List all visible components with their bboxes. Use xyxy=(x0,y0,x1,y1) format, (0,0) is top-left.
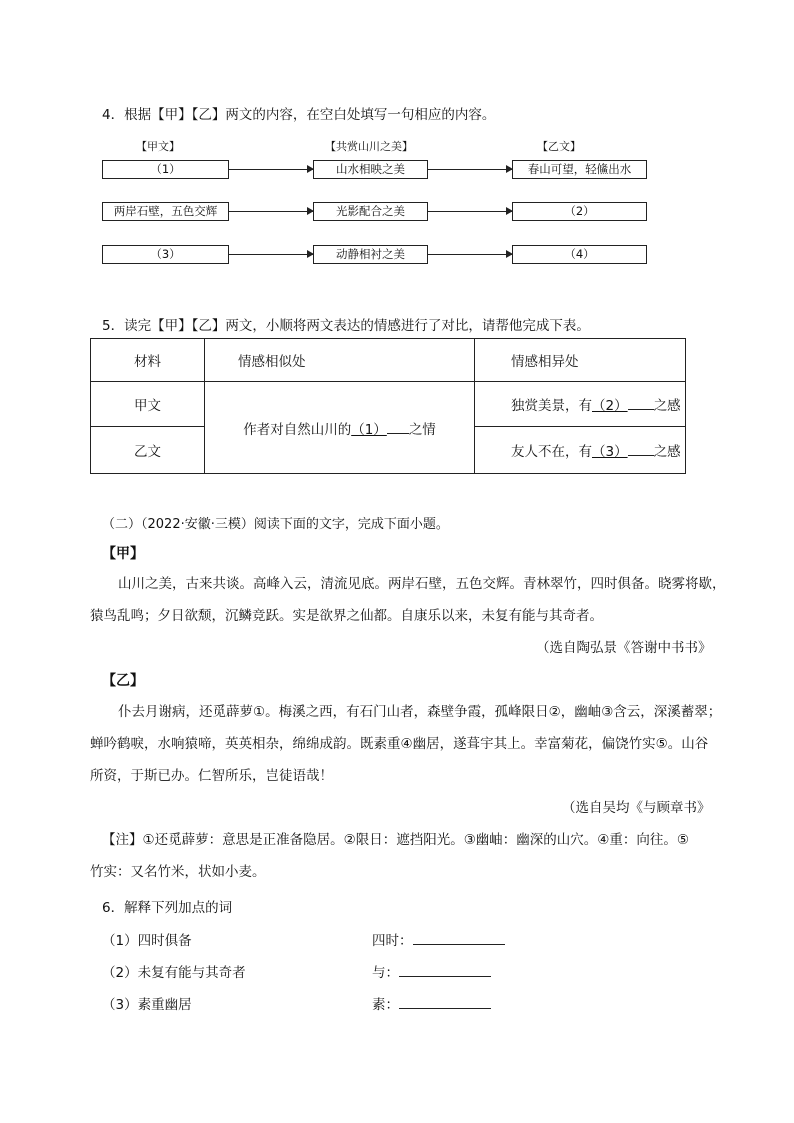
q4-row3-left-box[interactable]: （3） xyxy=(102,245,229,264)
yi-label: 【乙】 xyxy=(102,673,144,689)
similar-prefix: 作者对自然山川的 xyxy=(243,421,352,438)
q6-prompt: 6．解释下列加点的词 xyxy=(102,900,233,916)
yi-line-1: 仆去月谢病，还觅薜萝①。梅溪之西，有石门山者，森壁争霞，孤峰限日②，幽岫③含云，深溪蓄翠； xyxy=(118,704,722,720)
header-yi: 【乙文】 xyxy=(537,140,581,153)
arrow-icon xyxy=(428,254,512,255)
similar-suffix: 之情 xyxy=(408,421,436,438)
diff1-suffix: 之感 xyxy=(653,398,681,414)
arrow-icon xyxy=(428,169,512,170)
header-shared-beauty: 【共赏山川之美】 xyxy=(325,140,413,153)
jia-line-1: 山川之美，古来共谈。高峰入云，清流见底。两岸石壁，五色交辉。青林翠竹，四时俱备。晓雾将歇， xyxy=(118,576,726,592)
table-header-different: 情感相异处 xyxy=(475,339,686,382)
diff-blank-3[interactable]: （3） xyxy=(592,444,628,460)
header-jia: 【甲文】 xyxy=(136,140,180,153)
note-line-2: 竹实：又名竹米，状如小麦。 xyxy=(90,864,266,880)
q6-item-1-phrase: （1）四时俱备 xyxy=(102,933,192,949)
q6-item-2-word: 与： xyxy=(372,961,491,981)
emotion-comparison-table xyxy=(90,338,686,474)
table-row-yi: 乙文 xyxy=(91,427,205,474)
q4-row3-middle-box: 动静相衬之美 xyxy=(313,245,428,264)
q4-row2-left-box: 两岸石壁，五色交辉 xyxy=(102,202,229,221)
diff2-suffix: 之感 xyxy=(653,444,681,460)
yi-line-2: 蝉吟鹤唳，水响猿啼，英英相杂，绵绵成韵。既素重④幽居，遂葺宇其上。幸富菊花，偏饶竹实⑤。山谷 xyxy=(90,736,709,752)
table-diff-jia xyxy=(475,382,686,427)
q4-row1-right-box: 春山可望，轻鯈出水 xyxy=(512,160,647,179)
q6-item-2-phrase: （2）未复有能与其奇者 xyxy=(102,965,246,981)
arrow-icon xyxy=(428,211,512,212)
q4-row1-left-box[interactable]: （1） xyxy=(102,160,229,179)
q4-row1-middle-box: 山水相映之美 xyxy=(313,160,428,179)
arrow-icon xyxy=(229,169,313,170)
table-header-similar: 情感相似处 xyxy=(205,339,475,382)
q4-prompt: 4．根据【甲】【乙】两文的内容，在空白处填写一句相应的内容。 xyxy=(102,107,496,123)
q6-item-1-word: 四时： xyxy=(372,929,505,949)
answer-blank[interactable] xyxy=(399,1008,491,1009)
diff2-prefix: 友人不在，有 xyxy=(511,444,592,460)
yi-line-3: 所资，于斯已办。仁智所乐，岂徒语哉！ xyxy=(90,768,333,784)
jia-line-2: 猿鸟乱鸣；夕日欲颓，沉鳞竞跃。实是欲界之仙都。自康乐以来，未复有能与其奇者。 xyxy=(90,608,603,624)
table-row-jia: 甲文 xyxy=(91,382,205,427)
similar-blank-1[interactable]: （1） xyxy=(351,421,387,438)
note-line-1: 【注】①还觅薜萝：意思是正准备隐居。②限日：遮挡阳光。③幽岫：幽深的山穴。④重：向往。⑤ xyxy=(102,832,690,848)
jia-source: （选自陶弘景《答谢中书书》 xyxy=(536,640,712,656)
section2-intro: （二）（2022·安徽·三模）阅读下面的文字，完成下面小题。 xyxy=(102,517,449,532)
blank-line[interactable] xyxy=(628,455,654,456)
diff1-prefix: 独赏美景，有 xyxy=(511,398,592,414)
q6-item-3-phrase: （3）素重幽居 xyxy=(102,997,192,1013)
arrow-icon xyxy=(229,254,313,255)
table-similar-cell xyxy=(205,382,475,474)
answer-blank[interactable] xyxy=(413,944,505,945)
q6-item-3-word: 素： xyxy=(372,993,491,1013)
blank-line[interactable] xyxy=(628,409,654,410)
answer-blank[interactable] xyxy=(399,976,491,977)
q4-row2-middle-box: 光影配合之美 xyxy=(313,202,428,221)
q4-row2-right-box[interactable]: （2） xyxy=(512,202,647,221)
diff-blank-2[interactable]: （2） xyxy=(592,398,628,414)
q5-prompt: 5．读完【甲】【乙】两文，小顺将两文表达的情感进行了对比，请帮他完成下表。 xyxy=(102,318,590,334)
table-header-material: 材料 xyxy=(91,339,205,382)
table-diff-yi xyxy=(475,427,686,474)
blank-line[interactable] xyxy=(387,433,409,434)
q4-row3-right-box[interactable]: （4） xyxy=(512,245,647,264)
arrow-icon xyxy=(229,211,313,212)
yi-source: （选自吴均《与顾章书》 xyxy=(562,800,711,816)
jia-label: 【甲】 xyxy=(102,546,144,562)
